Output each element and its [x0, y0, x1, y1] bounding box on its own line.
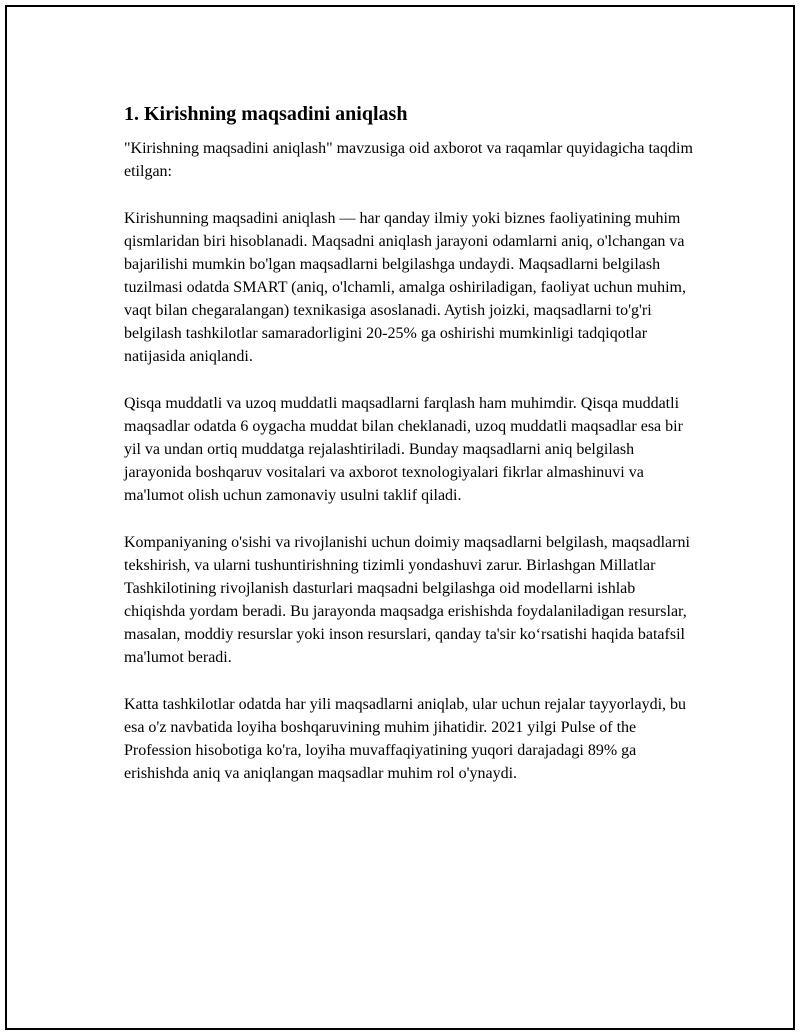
paragraph-large-organizations: Katta tashkilotlar odatda har yili maqsadlarni aniqlab, ular uchun rejalar tayyorlaydi, bu esa o'z navbatida loyiha boshqaruvining muhim jihatidir. 2021 yilgi Pulse of the Profession hisobotiga ko'ra, loyiha muvaffaqiyatining yuqori darajadagi 89% ga erishishda aniq va aniqlangan maqsadlar muhim rol o'ynaydi. — [124, 696, 687, 782]
paragraph-company-growth: Kompaniyaning o'sishi va rivojlanishi uchun doimiy maqsadlarni belgilash, maqsadlarni tekshirish, va ularni tushuntirishning tizimli yondashuvi zarur. Birlashgan Millatlar Tashkilotining rivojlanish dasturlari maqsadni belgilashga oid modellarni ishlab chiqishda yordam beradi. Bu jarayonda maqsadga erishishda foydalaniladigan resurslar, masalan, moddiy resurslar yoki inson resurslari, qanday ta'sir ko‘rsatishi haqida batafsil ma'lumot beradi. — [124, 534, 690, 666]
intro-paragraph: "Kirishning maqsadini aniqlash" mavzusiga oid axborot va raqamlar quyidagicha taqdim etilgan: — [124, 140, 693, 180]
page-frame — [5, 5, 795, 1030]
document-body — [124, 101, 694, 809]
section-heading: 1. Kirishning maqsadini aniqlash — [124, 103, 408, 125]
paragraph-short-long-term: Qisqa muddatli va uzoq muddatli maqsadlarni farqlash ham muhimdir. Qisqa muddatli maqsadlar odatda 6 oygacha muddat bilan cheklanadi, uzoq muddatli maqsadlar esa bir yil va undan ortiq muddatga rejalashtiriladi. Bunday maqsadlarni aniq belgilash jarayonida boshqaruv vositalari va axborot texnologiyalari fikrlar almashinuvi va ma'lumot olish uchun zamonaviy usulni taklif qiladi. — [124, 395, 683, 504]
paragraph-goal-setting: Kirishunning maqsadini aniqlash — har qanday ilmiy yoki biznes faoliyatining muhim qismlaridan biri hisoblanadi. Maqsadni aniqlash jarayoni odamlarni aniq, o'lchangan va bajarilishi mumkin bo'lgan maqsadlarni belgilashga undaydi. Maqsadlarni belgilash tuzilmasi odatda SMART (aniq, o'lchamli, amalga oshiriladigan, faoliyat uchun muhim, vaqt bilan chegaralangan) texnikasiga asoslanadi. Aytish joizki, maqsadlarni to'g'ri belgilash tashkilotlar samaradorligini 20-25% ga oshirishi mumkinligi tadqiqotlar natijasida aniqlandi. — [124, 210, 686, 365]
